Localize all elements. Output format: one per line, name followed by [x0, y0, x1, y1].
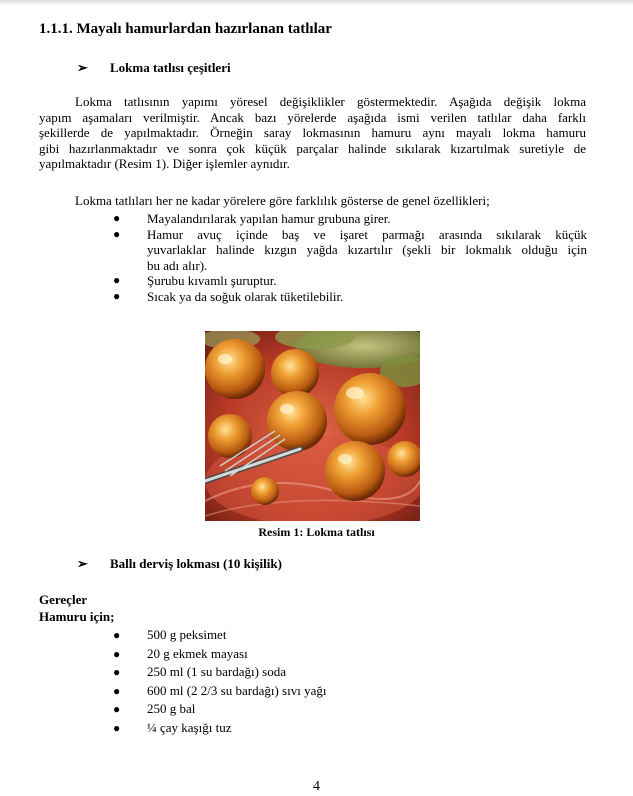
bullet-icon: ●: [113, 628, 121, 642]
bullet-icon: ●: [113, 683, 121, 698]
list-item: ● 250 ml (1 su bardağı) soda: [0, 663, 633, 682]
ingredients-title: Gereçler: [39, 592, 88, 607]
intro-paragraph: [39, 94, 586, 172]
subheading-text: Ballı derviş lokması (10 kişilik): [110, 556, 282, 571]
bullet-icon: ●: [113, 211, 121, 225]
arrow-marker-icon: ➢: [77, 60, 88, 75]
paragraph-line: yapım aşamaları verilmiştir. Ancak bazı yörelerde aşağıda ismi verilen tatlılar daha farklı: [39, 109, 586, 125]
subheading-text: Lokma tatlısı çeşitleri: [110, 60, 231, 75]
bullet-icon: ●: [113, 288, 121, 303]
ingredients-subtitle: Hamuru için;: [39, 609, 115, 624]
arrow-marker-icon: ➢: [77, 556, 88, 571]
list-item: ● 600 ml (2 2/3 su bardağı) sıvı yağı: [0, 682, 633, 701]
lokma-photo: [205, 331, 420, 521]
list-item: ● Sıcak ya da soğuk olarak tüketilebilir.: [113, 288, 344, 304]
features-intro: Lokma tatlıları her ne kadar yörelere göre farklılık gösterse de genel özellikleri;: [75, 193, 490, 208]
section-heading: 1.1.1. Mayalı hamurlardan hazırlanan tatlılar: [39, 21, 332, 37]
bullet-icon: ●: [113, 226, 121, 241]
bullet-icon: ●: [113, 273, 121, 287]
bullet-icon: ●: [113, 665, 121, 679]
list-item: ● 500 g peksimet: [0, 626, 633, 645]
figure-caption: Resim 1: Lokma tatlısı: [258, 525, 375, 539]
features-list: [0, 211, 633, 304]
list-item: ● ¼ çay kaşığı tuz: [0, 719, 633, 738]
paragraph-line: Lokma tatlısının yapımı yöresel değişiklikler göstermektedir. Aşağıda değişik lokma: [75, 94, 586, 109]
list-item: ● 250 g bal: [0, 700, 633, 719]
page-number: 4: [313, 779, 320, 794]
paragraph-line: gibi hazırlanmaktadır ve sonra çok küçük parçalar halinde sıkılarak kızartılmak suretiyle de: [39, 140, 586, 156]
paragraph-line: şekillerde de yapılmaktadır. Örneğin saray lokmasının hamuru aynı mayalı lokma hamuru: [39, 125, 586, 140]
list-item: ● Hamur avuç içinde baş ve işaret parmağı arasında sıkılarak küçük yuvarlaklar halinde kızgın yağda kızartılır (şekli bir lokmalık olduğu için bu adı alır).: [113, 226, 587, 273]
list-item: ● Mayalandırılarak yapılan hamur grubuna girer.: [113, 211, 391, 226]
list-item: ● Şurubu kıvamlı şuruptur.: [113, 273, 277, 288]
paragraph-line: yapılmaktadır (Resim 1). Diğer işlemler aynıdır.: [39, 156, 290, 171]
bullet-icon: ●: [113, 646, 121, 661]
page-top-edge: [0, 0, 633, 5]
list-item: ● 20 g ekmek mayası: [0, 645, 633, 664]
ingredients-list: [0, 626, 633, 737]
bullet-icon: ●: [113, 702, 121, 716]
bullet-icon: ●: [113, 720, 121, 735]
